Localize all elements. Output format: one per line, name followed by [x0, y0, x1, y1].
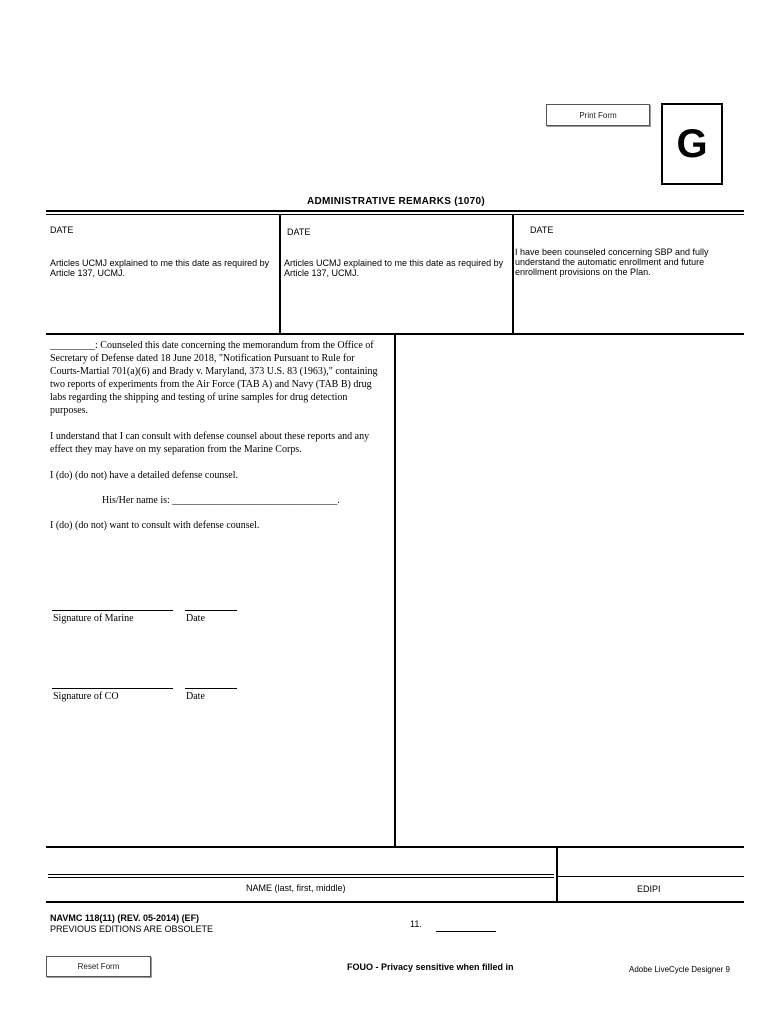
name-edipi-divider	[556, 846, 558, 903]
sig-marine-label: Signature of Marine	[53, 613, 134, 624]
sig-co-line	[52, 688, 173, 689]
cell-divider-1	[279, 214, 281, 335]
cell1-text: Articles UCMJ explained to me this date as required by Article 137, UCMJ.	[50, 258, 270, 278]
name-top-rule	[46, 846, 744, 848]
print-form-button[interactable]: Print Form	[546, 104, 650, 126]
entry-para-5: I (do) (do not) want to consult with defense counsel.	[50, 520, 260, 531]
designer-credit: Adobe LiveCycle Designer 9	[629, 965, 730, 974]
entry-para-2: I understand that I can consult with defense counsel about these reports and any effect they may have on my separation from the Marine Corps.	[50, 431, 370, 455]
edipi-field-line	[558, 876, 744, 877]
cell3-date-label: DATE	[530, 225, 554, 235]
entry-text	[50, 339, 386, 532]
reset-form-button[interactable]: Reset Form	[46, 956, 151, 977]
cell2-text: Articles UCMJ explained to me this date as required by Article 137, UCMJ.	[284, 258, 504, 278]
form-letter: G	[676, 121, 708, 166]
date2-line	[185, 688, 237, 689]
entry-para-3: I (do) (do not) have a detailed defense counsel.	[50, 470, 238, 481]
entry-para-4: His/Her name is: _________________________________.	[102, 495, 340, 506]
name-field-line	[48, 874, 554, 875]
top-rule	[46, 210, 744, 212]
sig-marine-line	[52, 610, 173, 611]
entry-divider	[394, 335, 396, 847]
name-label: NAME (last, first, middle)	[246, 883, 346, 893]
fouo-notice: FOUO - Privacy sensitive when filled in	[347, 962, 514, 972]
date1-line	[185, 610, 237, 611]
top-rule-thin	[46, 214, 744, 215]
cell1-date-label: DATE	[50, 225, 74, 235]
date2-label: Date	[186, 691, 205, 702]
edipi-label: EDIPI	[637, 884, 661, 894]
form-letter-box	[661, 103, 723, 185]
cell2-date-label: DATE	[287, 227, 311, 237]
page-label: 11.	[410, 919, 422, 929]
page-number-line	[436, 931, 496, 932]
footer-rule	[46, 901, 744, 903]
form-number: NAVMC 118(11) (REV. 05-2014) (EF)	[50, 913, 200, 923]
date1-label: Date	[186, 613, 205, 624]
cell-divider-2	[512, 214, 514, 335]
name-field-line-2	[48, 877, 554, 878]
entry-para-1: _________: Counseled this date concerning the memorandum from the Office of Secretary of Defense dated 18 June 2018, "Notification Pursuant to Rule for Courts-Martial 701(a)(6) and Brady v. Maryland, 373 U.S. 83 (1963)," containing two reports of experiments from the Air Force (TAB A) and Navy (TAB B) drug labs regarding the shipping and testing of urine samples for drug detection purposes.	[50, 340, 378, 416]
sig-co-label: Signature of CO	[53, 691, 119, 702]
previous-editions: PREVIOUS EDITIONS ARE OBSOLETE	[50, 924, 214, 934]
cell3-text: I have been counseled concerning SBP and fully understand the automatic enrollment and future enrollment provisions on the Plan.	[515, 247, 709, 277]
page-title: ADMINISTRATIVE REMARKS (1070)	[307, 196, 485, 207]
